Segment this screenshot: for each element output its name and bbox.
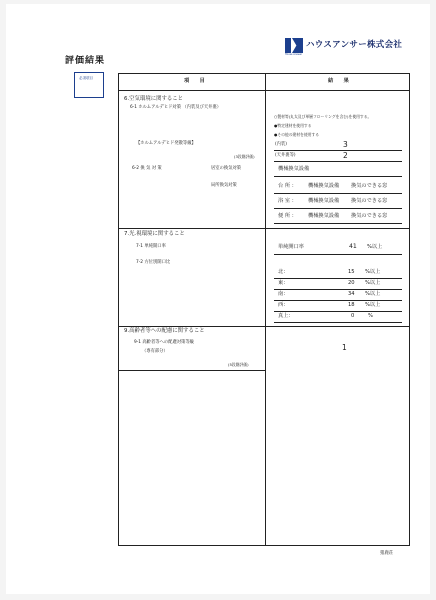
formaldehyde-grade-label: 【ホルムアルデヒド発散等級】 [136, 141, 196, 146]
room-ventilation-value: 機械換気設備 [278, 166, 310, 172]
section-9-1-title: 9-1 高齢者等への配慮対策等級 [134, 340, 194, 345]
ceiling-label: (天井裏等) [275, 153, 296, 158]
zenith-value: 0 [351, 313, 355, 319]
local-ventilation-label: 局所換気対策 [211, 183, 237, 188]
south-underline [274, 300, 402, 301]
interior-underline [274, 150, 402, 151]
interior-label: (内装) [275, 142, 287, 147]
north-underline [274, 278, 402, 279]
document-page [6, 4, 430, 594]
interior-grade-value: 3 [343, 140, 348, 149]
section-9-1-subtitle: （専有部分） [142, 349, 168, 354]
footer-stamp: 猪鹿荘 [380, 551, 394, 556]
bath-underline [274, 208, 402, 209]
page-title: 評価結果 [65, 56, 106, 66]
option-lumber: ○製材等(丸太及び単層フローリングを含む)を使用する。 [274, 114, 372, 119]
option-specified-material: ●特定建材を使用する [274, 123, 312, 128]
section-9-scale: (5段階評価) [228, 362, 249, 367]
simple-aperture-label: 単純開口率 [278, 244, 304, 250]
required-items-label: 必須項目 [79, 76, 93, 80]
ceiling-underline [274, 161, 402, 162]
south-label: 南： [278, 291, 289, 297]
section-7-1-title: 7-1 単純開口率 [136, 244, 166, 249]
east-underline [274, 289, 402, 290]
section-9-title: 9.高齢者等への配慮に関すること [124, 328, 205, 334]
table-column-divider [265, 73, 266, 546]
simple-aperture-underline [274, 254, 402, 255]
west-unit: %以上 [365, 302, 381, 308]
header-item: 項 目 [184, 78, 205, 84]
north-label: 北： [278, 269, 289, 275]
toilet-underline [274, 223, 402, 224]
south-value: 34 [348, 291, 355, 297]
kitchen-room: 台 所 ： [278, 183, 297, 189]
simple-aperture-value: 41 [349, 243, 357, 250]
company-logo-icon [285, 38, 303, 53]
toilet-window: 換気のできる窓 [351, 213, 388, 219]
zenith-underline [274, 322, 402, 323]
section-9-value: 1 [342, 343, 347, 352]
room-vent-underline [274, 176, 402, 177]
header-result: 結 果 [328, 78, 349, 84]
north-value: 15 [348, 269, 355, 275]
logo-subtext: House Answer [285, 53, 303, 56]
simple-aperture-unit: %以上 [367, 244, 383, 250]
ceiling-grade-value: 2 [343, 151, 348, 160]
required-items-box [74, 72, 104, 98]
west-label: 西： [278, 302, 289, 308]
section-7-2-title: 7-2 方位別開口比 [136, 260, 171, 265]
table-header-row [118, 73, 410, 91]
east-label: 東： [278, 280, 289, 286]
bath-room: 浴 室 ： [278, 198, 297, 204]
section-9-underline [118, 370, 265, 371]
company-name: ハウスアンサー株式会社 [306, 40, 403, 50]
bath-window: 換気のできる窓 [351, 198, 388, 204]
south-unit: %以上 [365, 291, 381, 297]
kitchen-window: 換気のできる窓 [351, 183, 388, 189]
bath-equipment: 機械換気設備 [308, 198, 340, 204]
formaldehyde-grade-scale: (3段階評価) [234, 154, 255, 159]
section-divider-7-9 [118, 326, 410, 327]
north-unit: %以上 [365, 269, 381, 275]
room-ventilation-label: 居室の換気対策 [211, 166, 242, 171]
west-value: 18 [348, 302, 355, 308]
kitchen-underline [274, 193, 402, 194]
toilet-room: 便 所 ： [278, 213, 297, 219]
kitchen-equipment: 機械換気設備 [308, 183, 340, 189]
toilet-equipment: 機械換気設備 [308, 213, 340, 219]
zenith-label: 真上： [278, 313, 294, 319]
section-6-1-title: 6-1 ホルムアルデヒド対策 （内装及び天井裏） [130, 105, 222, 110]
section-6-title: 6.空気環境に関すること [124, 96, 184, 102]
option-other-material: ●その他の建材を使用する [274, 132, 320, 137]
section-7-title: 7.光.視環境に関すること [124, 231, 185, 237]
section-6-2-title: 6-2 換 気 対 策 [132, 166, 162, 171]
east-unit: %以上 [365, 280, 381, 286]
east-value: 20 [348, 280, 355, 286]
zenith-unit: % [368, 313, 373, 319]
west-underline [274, 311, 402, 312]
section-divider-6-7 [118, 228, 410, 229]
